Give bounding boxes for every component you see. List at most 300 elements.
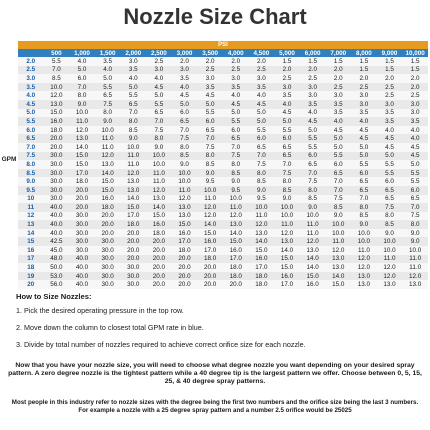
orifice-size-cell: 15.0 (274, 263, 300, 272)
orifice-size-cell: 6.5 (351, 177, 377, 186)
orifice-size-cell: 11.0 (402, 255, 428, 264)
orifice-size-cell: 2.0 (274, 66, 300, 75)
orifice-size-cell: 4.5 (300, 117, 326, 126)
orifice-size-cell: 18.0 (69, 177, 95, 186)
orifice-size-cell: 8.5 (300, 195, 326, 204)
orifice-size-cell: 20.0 (95, 229, 121, 238)
gpm-value-cell: 5.5 (18, 117, 44, 126)
orifice-size-cell: 3.5 (121, 66, 147, 75)
orifice-size-cell: 11.0 (172, 186, 198, 195)
orifice-size-cell: 40.0 (44, 203, 70, 212)
orifice-size-cell: 10.0 (121, 143, 147, 152)
orifice-size-cell: 13.0 (326, 255, 352, 264)
orifice-size-cell: 2.5 (300, 74, 326, 83)
orifice-size-cell: 2.5 (197, 66, 223, 75)
orifice-size-cell: 10.0 (274, 212, 300, 221)
orifice-size-cell: 13.0 (300, 246, 326, 255)
orifice-size-cell: 5.0 (402, 160, 428, 169)
orifice-size-cell: 15.0 (172, 220, 198, 229)
orifice-size-cell: 1.5 (300, 57, 326, 66)
orifice-size-cell: 4.0 (223, 91, 249, 100)
orifice-size-cell: 2.0 (197, 57, 223, 66)
gpm-value-cell: 8.0 (18, 160, 44, 169)
orifice-size-cell: 9.0 (351, 220, 377, 229)
orifice-size-cell: 1.5 (351, 57, 377, 66)
orifice-size-cell: 16.0 (223, 246, 249, 255)
orifice-size-cell: 11.0 (146, 177, 172, 186)
orifice-size-cell: 4.0 (326, 117, 352, 126)
orifice-size-cell: 3.0 (351, 100, 377, 109)
orifice-size-cell: 7.0 (249, 152, 275, 161)
orifice-size-cell: 16.0 (300, 280, 326, 289)
orifice-size-cell: 13.0 (351, 272, 377, 281)
orifice-size-cell: 9.0 (69, 100, 95, 109)
orifice-size-cell: 15.0 (95, 186, 121, 195)
orifice-size-cell: 6.0 (197, 117, 223, 126)
orifice-size-cell: 20.0 (223, 280, 249, 289)
orifice-size-cell: 3.5 (172, 74, 198, 83)
orifice-size-cell: 2.0 (402, 74, 428, 83)
orifice-size-cell: 13.0 (223, 220, 249, 229)
orifice-size-cell: 15.0 (197, 229, 223, 238)
psi-column-header: 4,500 (249, 49, 275, 57)
orifice-size-cell: 30.0 (44, 177, 70, 186)
orifice-size-cell: 3.5 (95, 57, 121, 66)
orifice-size-cell: 10.0 (146, 152, 172, 161)
table-row (18, 229, 428, 238)
orifice-size-cell: 20.0 (172, 272, 198, 281)
orifice-size-cell: 10.0 (326, 229, 352, 238)
orifice-size-cell: 8.0 (172, 143, 198, 152)
orifice-size-cell: 9.5 (249, 195, 275, 204)
orifice-size-cell: 5.5 (223, 117, 249, 126)
orifice-size-cell: 10.0 (249, 203, 275, 212)
gpm-axis-label: GPM (1, 155, 17, 163)
orifice-size-cell: 7.0 (44, 66, 70, 75)
orifice-size-cell: 12.0 (249, 220, 275, 229)
orifice-size-cell: 5.5 (402, 177, 428, 186)
table-row (18, 255, 428, 264)
orifice-size-cell: 12.0 (326, 246, 352, 255)
orifice-size-cell: 7.0 (326, 177, 352, 186)
orifice-size-cell: 2.0 (402, 83, 428, 92)
orifice-size-cell: 8.5 (326, 203, 352, 212)
table-row (18, 66, 428, 75)
orifice-size-cell: 14.0 (249, 237, 275, 246)
orifice-size-cell: 16.0 (146, 220, 172, 229)
orifice-size-cell: 11.0 (197, 195, 223, 204)
table-row (18, 134, 428, 143)
gpm-value-cell: 7.5 (18, 152, 44, 161)
orifice-size-cell: 5.0 (274, 117, 300, 126)
psi-column-header: 6,000 (300, 49, 326, 57)
orifice-size-cell: 7.5 (377, 203, 403, 212)
orifice-size-cell: 6.5 (274, 152, 300, 161)
orifice-size-cell: 2.0 (223, 57, 249, 66)
table-row (18, 143, 428, 152)
orifice-size-cell: 5.0 (351, 143, 377, 152)
orifice-size-cell: 15.0 (249, 246, 275, 255)
orifice-size-cell: 1.5 (377, 66, 403, 75)
orifice-size-cell: 7.0 (146, 117, 172, 126)
orifice-size-cell: 12.0 (351, 255, 377, 264)
orifice-size-cell: 1.5 (326, 57, 352, 66)
gpm-value-cell: 9.0 (18, 177, 44, 186)
orifice-size-cell: 3.5 (249, 83, 275, 92)
table-row (18, 109, 428, 118)
orifice-size-cell: 13.0 (146, 195, 172, 204)
orifice-size-cell: 5.5 (44, 57, 70, 66)
orifice-size-cell: 20.0 (172, 263, 198, 272)
orifice-size-cell: 5.5 (146, 100, 172, 109)
table-row (18, 126, 428, 135)
orifice-size-cell: 9.0 (121, 134, 147, 143)
gpm-value-cell: 4.5 (18, 100, 44, 109)
orifice-size-cell: 9.5 (197, 177, 223, 186)
orifice-size-cell: 6.5 (172, 117, 198, 126)
psi-column-header: 500 (44, 49, 70, 57)
orifice-size-cell: 20.0 (146, 237, 172, 246)
table-row (18, 280, 428, 289)
gpm-value-cell: 3.5 (18, 83, 44, 92)
orifice-size-cell: 4.0 (377, 126, 403, 135)
orifice-size-cell: 14.0 (121, 195, 147, 204)
orifice-size-cell: 5.5 (326, 152, 352, 161)
psi-column-header: 9,000 (377, 49, 403, 57)
orifice-size-cell: 8.0 (95, 109, 121, 118)
orifice-size-cell: 30.0 (44, 152, 70, 161)
orifice-size-cell: 4.0 (402, 126, 428, 135)
table-row (18, 237, 428, 246)
orifice-size-cell: 7.0 (300, 169, 326, 178)
orifice-size-cell: 50.0 (44, 263, 70, 272)
orifice-size-cell: 42.5 (44, 237, 70, 246)
orifice-size-cell: 5.0 (121, 83, 147, 92)
orifice-size-cell: 14.0 (146, 203, 172, 212)
orifice-size-cell: 30.0 (69, 220, 95, 229)
orifice-size-cell: 9.0 (377, 229, 403, 238)
orifice-size-cell: 30.0 (95, 246, 121, 255)
orifice-size-cell: 15.0 (69, 152, 95, 161)
table-row (18, 220, 428, 229)
orifice-size-cell: 48.0 (44, 255, 70, 264)
orifice-size-cell: 20.0 (197, 280, 223, 289)
orifice-size-cell: 8.0 (300, 186, 326, 195)
orifice-size-cell: 12.0 (95, 152, 121, 161)
orifice-size-cell: 6.5 (197, 126, 223, 135)
orifice-size-cell: 4.0 (95, 66, 121, 75)
orifice-size-cell: 10.0 (44, 83, 70, 92)
orifice-size-cell: 10.0 (197, 186, 223, 195)
orifice-size-cell: 7.0 (402, 203, 428, 212)
orifice-size-cell: 5.0 (172, 100, 198, 109)
orifice-size-cell: 3.0 (146, 66, 172, 75)
orifice-size-cell: 13.0 (121, 186, 147, 195)
table-row (18, 152, 428, 161)
orifice-size-cell: 3.0 (351, 91, 377, 100)
orifice-size-cell: 3.0 (197, 74, 223, 83)
orifice-size-cell: 7.0 (69, 83, 95, 92)
table-row (18, 186, 428, 195)
orifice-size-cell: 5.0 (351, 152, 377, 161)
orifice-size-cell: 17.0 (69, 169, 95, 178)
orifice-size-cell: 14.0 (69, 143, 95, 152)
orifice-size-cell: 9.0 (223, 177, 249, 186)
orifice-size-cell: 20.0 (69, 186, 95, 195)
orifice-size-cell: 2.5 (249, 66, 275, 75)
gpm-value-cell: 4.0 (18, 91, 44, 100)
orifice-size-cell: 8.0 (121, 117, 147, 126)
orifice-size-cell: 14.0 (326, 272, 352, 281)
orifice-size-cell: 20.0 (172, 280, 198, 289)
orifice-size-cell: 15.0 (274, 255, 300, 264)
orifice-size-cell: 5.5 (300, 134, 326, 143)
orifice-size-cell: 10.0 (300, 212, 326, 221)
orifice-size-cell: 8.0 (146, 134, 172, 143)
orifice-size-cell: 3.0 (274, 83, 300, 92)
orifice-size-cell: 11.0 (69, 117, 95, 126)
orifice-size-cell: 10.0 (146, 160, 172, 169)
orifice-size-cell: 5.5 (351, 160, 377, 169)
orifice-size-cell: 4.5 (274, 109, 300, 118)
orifice-size-cell: 30.0 (44, 169, 70, 178)
orifice-size-cell: 1.5 (274, 57, 300, 66)
orifice-size-cell: 5.5 (121, 91, 147, 100)
how-to-step-1: 1. Pick the desired operating pressure in the top row. (16, 306, 184, 315)
orifice-size-cell: 2.5 (402, 91, 428, 100)
orifice-size-cell: 5.0 (146, 91, 172, 100)
orifice-size-cell: 17.0 (223, 255, 249, 264)
gpm-value-cell: 5.0 (18, 109, 44, 118)
orifice-size-cell: 1.5 (402, 57, 428, 66)
table-row (18, 117, 428, 126)
orifice-size-cell: 1.5 (377, 57, 403, 66)
gpm-value-cell: 2.5 (18, 66, 44, 75)
orifice-size-cell: 7.5 (95, 100, 121, 109)
orifice-size-cell: 2.0 (351, 74, 377, 83)
orifice-size-cell: 14.0 (274, 246, 300, 255)
orifice-size-cell: 40.0 (69, 263, 95, 272)
orifice-size-cell: 2.0 (326, 66, 352, 75)
orifice-size-cell: 6.0 (274, 134, 300, 143)
orifice-size-cell: 12.0 (377, 272, 403, 281)
orifice-size-cell: 13.0 (44, 100, 70, 109)
orifice-size-cell: 18.0 (223, 272, 249, 281)
orifice-size-cell: 4.0 (351, 117, 377, 126)
orifice-size-cell: 5.0 (300, 126, 326, 135)
orifice-size-cell: 13.0 (402, 280, 428, 289)
orifice-size-cell: 6.5 (95, 91, 121, 100)
orifice-size-cell: 30.0 (69, 212, 95, 221)
orifice-size-cell: 4.5 (402, 152, 428, 161)
orifice-size-cell: 3.5 (274, 91, 300, 100)
orifice-size-cell: 7.0 (172, 126, 198, 135)
orifice-size-cell: 2.0 (326, 74, 352, 83)
orifice-size-cell: 8.5 (274, 186, 300, 195)
gpm-value-cell: 9.5 (18, 186, 44, 195)
orifice-size-cell: 9.0 (197, 169, 223, 178)
psi-header-row (18, 49, 428, 57)
orifice-size-cell: 16.0 (172, 229, 198, 238)
orifice-size-cell: 30.0 (69, 229, 95, 238)
orifice-size-cell: 4.0 (300, 109, 326, 118)
orifice-size-cell: 15.0 (146, 212, 172, 221)
psi-header-bar: PSI (18, 41, 428, 49)
orifice-size-cell: 12.0 (197, 212, 223, 221)
orifice-size-cell: 7.5 (146, 126, 172, 135)
orifice-size-cell: 5.5 (402, 169, 428, 178)
psi-column-header: 10,000 (402, 49, 428, 57)
orifice-size-cell: 11.0 (300, 220, 326, 229)
gpm-value-cell: 19 (18, 272, 44, 281)
orifice-size-cell: 2.5 (351, 83, 377, 92)
orifice-size-cell: 8.5 (223, 169, 249, 178)
orifice-size-cell: 4.0 (274, 100, 300, 109)
orifice-size-cell: 8.5 (377, 220, 403, 229)
orifice-size-cell: 14.0 (300, 263, 326, 272)
orifice-size-cell: 16.0 (274, 272, 300, 281)
orifice-size-cell: 2.0 (300, 66, 326, 75)
orifice-size-cell: 9.0 (95, 117, 121, 126)
orifice-size-cell: 4.5 (326, 126, 352, 135)
orifice-size-cell: 4.0 (146, 74, 172, 83)
orifice-size-cell: 7.5 (197, 143, 223, 152)
orifice-size-cell: 11.0 (300, 229, 326, 238)
orifice-size-cell: 15.0 (300, 272, 326, 281)
orifice-size-cell: 9.0 (274, 195, 300, 204)
orifice-size-cell: 2.5 (146, 57, 172, 66)
psi-column-header: 8,000 (351, 49, 377, 57)
orifice-size-cell: 10.0 (172, 169, 198, 178)
table-row (18, 57, 428, 66)
orifice-size-cell: 10.0 (172, 177, 198, 186)
orifice-size-cell: 10.0 (326, 220, 352, 229)
degree-pattern-paragraph: Now that you have your nozzle size, you will need to choose what degree nozzle you want depending on your desired spray pattern. A zero degree nozzle is the tightest pattern while a 40 degree tip is the largest pattern we offer. Choose between 0, 5, 15, 25, & 40 degree spray patterns. (8, 362, 422, 386)
orifice-size-cell: 3.5 (300, 100, 326, 109)
orifice-size-cell: 17.0 (274, 280, 300, 289)
orifice-size-cell: 3.0 (377, 100, 403, 109)
orifice-size-cell: 20.0 (197, 272, 223, 281)
orifice-size-cell: 5.0 (95, 74, 121, 83)
orifice-size-cell: 10.0 (95, 126, 121, 135)
orifice-size-cell: 20.0 (44, 143, 70, 152)
orifice-size-cell: 4.5 (377, 134, 403, 143)
orifice-size-cell: 16.0 (249, 255, 275, 264)
orifice-size-cell: 6.0 (223, 126, 249, 135)
orifice-size-cell: 13.0 (69, 134, 95, 143)
orifice-size-cell: 4.0 (172, 83, 198, 92)
orifice-size-cell: 13.0 (326, 263, 352, 272)
orifice-size-cell: 6.5 (377, 195, 403, 204)
orifice-size-cell: 13.0 (121, 177, 147, 186)
psi-column-header: 4,000 (223, 49, 249, 57)
page-title: Nozzle Size Chart (123, 4, 307, 29)
orifice-size-cell: 3.0 (300, 83, 326, 92)
orifice-size-cell: 3.0 (223, 74, 249, 83)
orifice-size-cell: 14.0 (95, 169, 121, 178)
orifice-size-cell: 16.0 (197, 237, 223, 246)
orifice-size-cell: 20.0 (146, 263, 172, 272)
table-row (18, 272, 428, 281)
orifice-size-cell: 6.5 (402, 195, 428, 204)
orifice-size-cell: 13.0 (377, 280, 403, 289)
gpm-value-cell: 11 (18, 203, 44, 212)
orifice-size-cell: 5.5 (377, 169, 403, 178)
orifice-size-cell: 8.5 (44, 74, 70, 83)
orifice-size-cell: 7.5 (249, 160, 275, 169)
orifice-size-cell: 11.0 (95, 143, 121, 152)
orifice-size-cell: 20.0 (121, 246, 147, 255)
orifice-size-cell: 17.0 (172, 237, 198, 246)
orifice-size-cell: 40.0 (69, 280, 95, 289)
orifice-size-cell: 12.0 (377, 263, 403, 272)
table-body (18, 57, 428, 289)
orifice-size-cell: 17.0 (197, 246, 223, 255)
orifice-size-cell: 4.0 (249, 91, 275, 100)
how-to-step-2: 2. Move down the column to closest total GPM rate in blue. (16, 323, 204, 332)
orifice-size-cell: 8.0 (351, 203, 377, 212)
orifice-size-cell: 18.0 (172, 246, 198, 255)
orifice-size-cell: 20.0 (146, 255, 172, 264)
orifice-size-cell: 4.5 (351, 134, 377, 143)
orifice-size-cell: 20.0 (197, 263, 223, 272)
psi-column-header: 7,000 (326, 49, 352, 57)
orifice-size-cell: 15.0 (326, 280, 352, 289)
orifice-size-cell: 2.5 (377, 91, 403, 100)
orifice-size-cell: 12.0 (402, 272, 428, 281)
orifice-size-cell: 12.0 (69, 126, 95, 135)
orifice-size-cell: 7.5 (274, 169, 300, 178)
orifice-size-cell: 30.0 (69, 237, 95, 246)
orifice-size-cell: 18.0 (249, 272, 275, 281)
orifice-size-cell: 4.5 (377, 143, 403, 152)
gpm-value-cell: 8.5 (18, 169, 44, 178)
table-row (18, 203, 428, 212)
orifice-size-cell: 20.0 (121, 229, 147, 238)
orifice-size-cell: 9.0 (249, 186, 275, 195)
orifice-size-cell: 11.0 (95, 134, 121, 143)
orifice-size-cell: 30.0 (121, 272, 147, 281)
gpm-value-cell: 20 (18, 280, 44, 289)
gpm-value-cell: 6.0 (18, 126, 44, 135)
orifice-size-cell: 7.5 (172, 134, 198, 143)
orifice-size-cell: 8.0 (223, 160, 249, 169)
orifice-size-cell: 12.0 (44, 91, 70, 100)
orifice-size-cell: 9.0 (326, 212, 352, 221)
orifice-size-cell: 14.0 (223, 229, 249, 238)
orifice-size-cell: 10.0 (274, 203, 300, 212)
gpm-value-cell: 6.5 (18, 134, 44, 143)
orifice-size-cell: 7.0 (274, 160, 300, 169)
orifice-size-cell: 20.0 (172, 255, 198, 264)
how-to-step-3: 3. Divide by total number of nozzles required to achieve correct orifice size for each nozzle. (16, 340, 306, 349)
orifice-size-cell: 6.0 (402, 186, 428, 195)
orifice-size-cell: 30.0 (44, 186, 70, 195)
orifice-size-cell: 20.0 (95, 212, 121, 221)
psi-column-header: 3,000 (172, 49, 198, 57)
orifice-size-cell: 5.0 (249, 117, 275, 126)
how-to-section (8, 292, 428, 357)
orifice-size-cell: 18.0 (146, 229, 172, 238)
orifice-size-cell: 3.0 (172, 66, 198, 75)
psi-column-header: 3,500 (197, 49, 223, 57)
orifice-size-cell: 8.5 (249, 177, 275, 186)
orifice-size-cell: 14.0 (197, 220, 223, 229)
gpm-column-header (18, 49, 44, 57)
orifice-size-cell: 8.5 (351, 212, 377, 221)
orifice-size-cell: 6.0 (69, 74, 95, 83)
gpm-value-cell: 2.0 (18, 57, 44, 66)
